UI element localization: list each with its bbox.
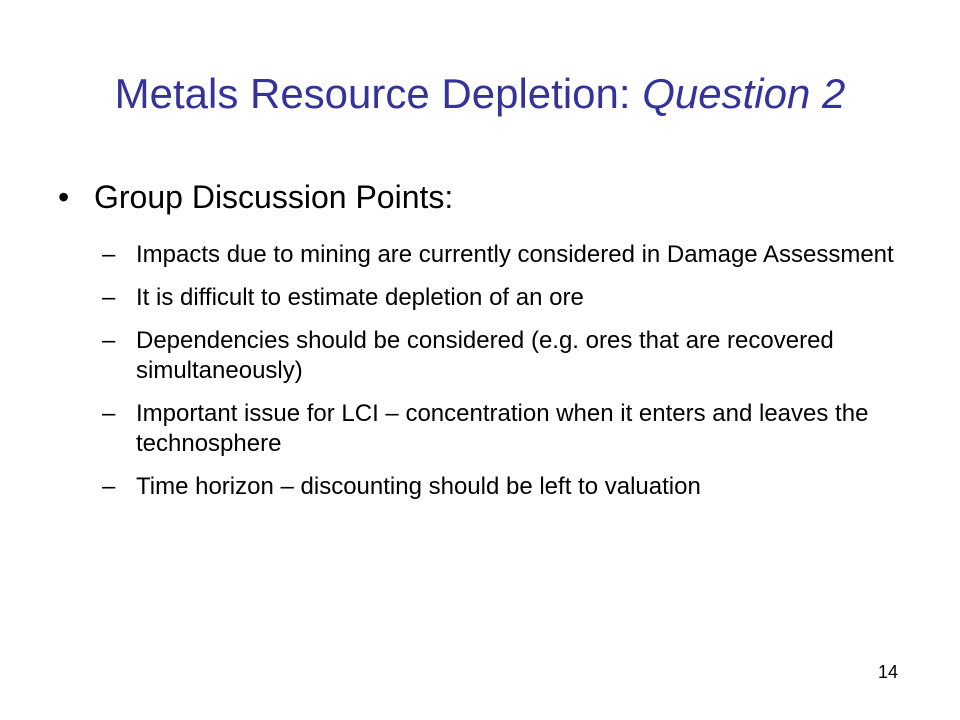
slide-title-main: Metals Resource Depletion: (114, 70, 643, 117)
bullet-dot: • (58, 179, 70, 215)
slide-title-italic: Question 2 (642, 70, 846, 117)
discussion-point-text: Important issue for LCI – concentration when it enters and leaves the technosphere (136, 400, 869, 457)
discussion-point-text: Impacts due to mining are currently considered in Damage Assessment (136, 241, 894, 268)
dash-marker: – (102, 400, 116, 427)
discussion-point-text: Time horizon – discounting should be left to valuation (136, 473, 701, 500)
main-bullet (58, 177, 453, 217)
discussion-points-list (102, 240, 902, 515)
discussion-point (102, 472, 902, 502)
discussion-point (102, 326, 902, 386)
discussion-point (102, 240, 902, 270)
page-number: 14 (877, 662, 898, 682)
dash-marker: – (102, 241, 116, 268)
discussion-point (102, 399, 902, 459)
main-bullet-text: Group Discussion Points: (94, 179, 454, 215)
slide-title (0, 66, 960, 122)
discussion-point (102, 283, 902, 313)
dash-marker: – (102, 473, 116, 500)
dash-marker: – (102, 327, 116, 354)
discussion-point-text: It is difficult to estimate depletion of an ore (136, 284, 584, 311)
dash-marker: – (102, 284, 116, 311)
discussion-point-text: Dependencies should be considered (e.g. ores that are recovered simultaneously) (136, 327, 834, 384)
